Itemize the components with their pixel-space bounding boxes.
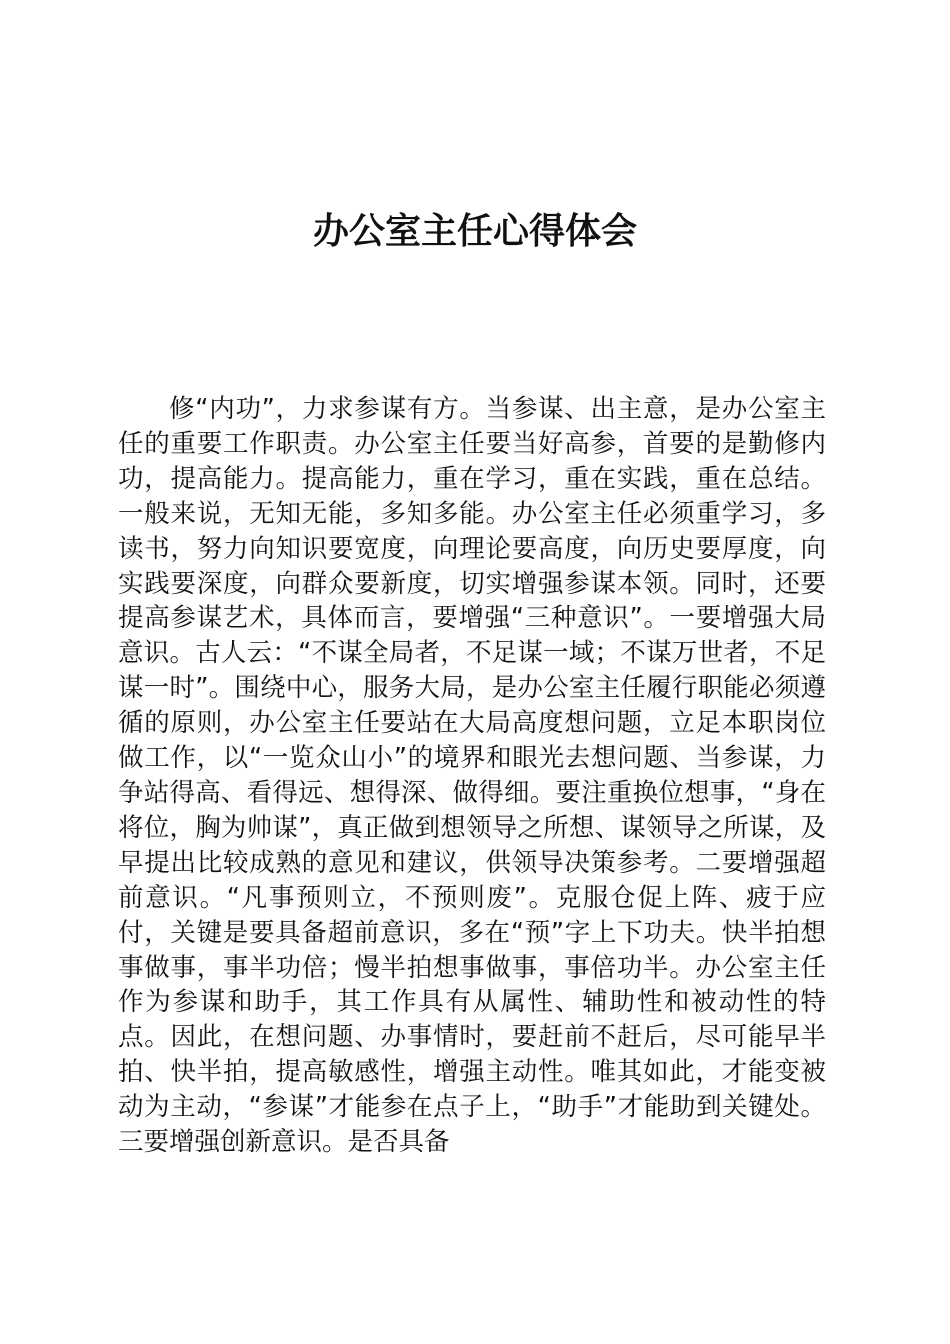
document-title: 办公室主任心得体会	[312, 211, 637, 252]
body-paragraph: 修“内功”，力求参谋有方。当参谋、出主意，是办公室主任的重要工作职责。办公室主任要当好高参，首要的是勤修内功，提高能力。提高能力，重在学习，重在实践，重在总结。一般来说，无知无能，多知多能。办公室主任必须重学习，多读书，努力向知识要宽度，向理论要高度，向历史要厚度，向实践要深度，向群众要新度，切实增强参谋本领。同时，还要提高参谋艺术，具体而言，要增强“三种意识”。一要增强大局意识。古人云：“不谋全局者，不足谋一域；不谋万世者，不足谋一时”。围绕中心，服务大局，是办公室主任履行职能必须遵循的原则，办公室主任要站在大局高度想问题，立足本职岗位做工作，以“一览众山小”的境界和眼光去想问题、当参谋，力争站得高、看得远、想得深、做得细。要注重换位想事，“身在将位，胸为帅谋”，真正做到想领导之所想、谋领导之所谋，及早提出比较成熟的意见和建议，供领导决策参考。二要增强超前意识。“凡事预则立，不预则废”。克服仓促上阵、疲于应付，关键是要具备超前意识，多在“预”字上下功夫。快半拍想事做事，事半功倍；慢半拍想事做事，事倍功半。办公室主任作为参谋和助手，其工作具有从属性、辅助性和被动性的特点。因此，在想问题、办事情时，要赶前不赶后，尽可能早半拍、快半拍，提高敏感性，增强主动性。唯其如此，才能变被动为主动，“参谋”才能参在点子上，“助手”才能助到关键处。三要增强创新意识。是否具备	[118, 394, 826, 1158]
